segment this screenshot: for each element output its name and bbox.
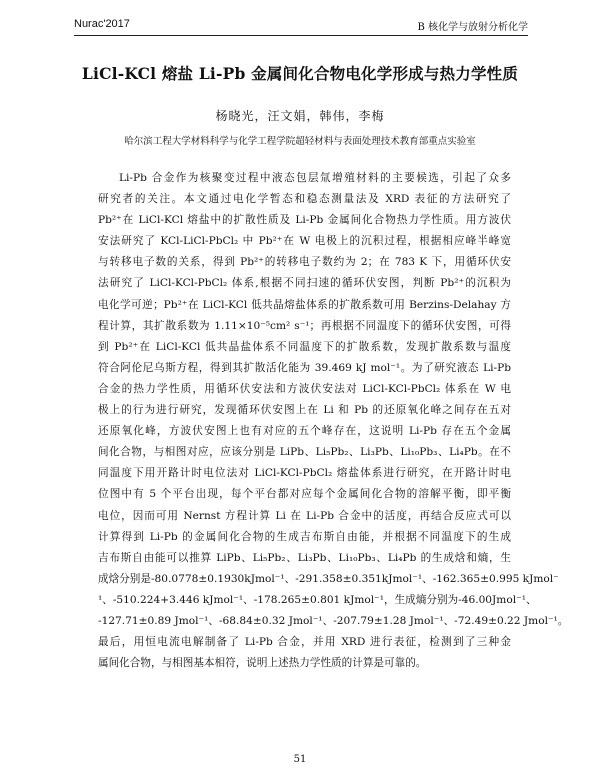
affiliation: 哈尔滨工程大学材料科学与化学工程学院超轻材料与表面处理技术教育部重点实验室 [124, 136, 476, 147]
abstract-line: 程计算，其扩散系数为 1.11×10⁻⁵cm² s⁻¹；再根据不同温度下的循环伏安图，可得 [98, 319, 511, 332]
abstract-line: 间化合物，与相图对应，应该分别是 LiPb、Li₅Pb₂、Li₃Pb、Li₁₀Pb₃、Li₄Pb。在不 [98, 446, 511, 459]
abstract-line: 属间化合物，与相图基本相符，说明上述热力学性质的计算是可靠的。 [98, 657, 427, 670]
abstract-line: 安法研究了 KCl-LiCl-PbCl₂ 中 Pb²⁺在 W 电极上的沉积过程，根据相应峰半峰宽 [98, 235, 511, 248]
abstract-line: 最后，用恒电流电解制备了 Li-Pb 合金，并用 XRD 进行表征，检测到了三种金 [98, 636, 511, 649]
abstract-line: -127.71±0.89 Jmol⁻¹、-68.84±0.32 Jmol⁻¹、-207.79±1.28 Jmol⁻¹、-72.49±0.22 Jmol⁻¹。 [98, 614, 569, 627]
abstract-line: 成焓分别是-80.0778±0.1930kJmol⁻¹、-291.358±0.351kJmol⁻¹、-162.365±0.995 kJmol⁻ [98, 572, 559, 585]
abstract-line: 法研究了 LiCl-KCl-PbCl₂ 体系,根据不同扫速的循环伏安图，判断 Pb²⁺的沉积为 [98, 277, 511, 290]
abstract-line: 到 Pb²⁺在 LiCl-KCl 低共晶盐体系不同温度下的扩散系数，发现扩散系数与温度 [98, 340, 511, 353]
abstract-line: 研究者的关注。本文通过电化学暂态和稳态测量法及 XRD 表征的方法研究了 [98, 193, 511, 206]
abstract-line: 同温度下用开路计时电位法对 LiCl-KCl-PbCl₂ 熔盐体系进行研究，在开路计时电 [98, 467, 511, 480]
abstract-line: 与转移电子数的关系，得到 Pb²⁺的转移电子数约为 2；在 783 K 下，用循环伏安 [98, 256, 511, 269]
abstract-line: 极上的行为进行研究，发现循环伏安图上在 Li 和 Pb 的还原氧化峰之间存在五对 [98, 404, 511, 417]
header-divider [74, 35, 528, 36]
abstract-line: Pb²⁺在 LiCl-KCl 熔盐中的扩散性质及 Li-Pb 金属间化合物热力学性质。用方波伏 [98, 214, 511, 227]
abstract-line: 吉布斯自由能可以推算 LiPb、Li₅Pb₂、Li₃Pb、Li₁₀Pb₃、Li₄Pb 的生成焓和熵，生 [98, 551, 511, 564]
author-list: 杨晓光，汪文娟，韩伟，李梅 [215, 109, 385, 123]
abstract-line: 位图中有 5 个平台出现，每个平台都对应每个金属间化合物的溶解平衡，即平衡 [98, 488, 511, 501]
paper-title: LiCl-KCl 熔盐 Li-Pb 金属间化合物电化学形成与热力学性质 [81, 64, 519, 83]
abstract-line: 符合阿伦尼乌斯方程，得到其扩散活化能为 39.469 kJ mol⁻¹。为了研究液态 Li-Pb [98, 361, 511, 374]
abstract-line: 电化学可逆；Pb²⁺在 LiCl-KCl 低共晶熔盐体系的扩散系数可用 Berzins-Delahay 方 [98, 298, 511, 311]
abstract-line: Li-Pb 合金作为核聚变过程中液态包层氚增殖材料的主要候选，引起了众多 [119, 172, 511, 184]
abstract-body [98, 168, 569, 674]
abstract-line: 电位，因而可用 Nernst 方程计算 Li 在 Li-Pb 合金中的活度，再结合反应式可以 [98, 509, 511, 522]
abstract-line: 计算得到 Li-Pb 的金属间化合物的生成吉布斯自由能，并根据不同温度下的生成 [98, 530, 511, 543]
journal-header: Nurac'2017 [74, 18, 130, 30]
abstract-line: 还原氧化峰，方波伏安图上也有对应的五个峰存在，这说明 Li-Pb 存在五个金属 [98, 425, 511, 438]
page-number: 51 [293, 754, 307, 765]
section-header: B 核化学与放射分析化学 [417, 22, 528, 33]
abstract-line: 合金的热力学性质，用循环伏安法和方波伏安法对 LiCl-KCl-PbCl₂ 体系在 W 电 [98, 382, 511, 395]
abstract-line: ¹、-510.224+3.446 kJmol⁻¹、-178.265±0.801 kJmol⁻¹，生成熵分别为-46.00Jmol⁻¹、 [98, 593, 537, 606]
